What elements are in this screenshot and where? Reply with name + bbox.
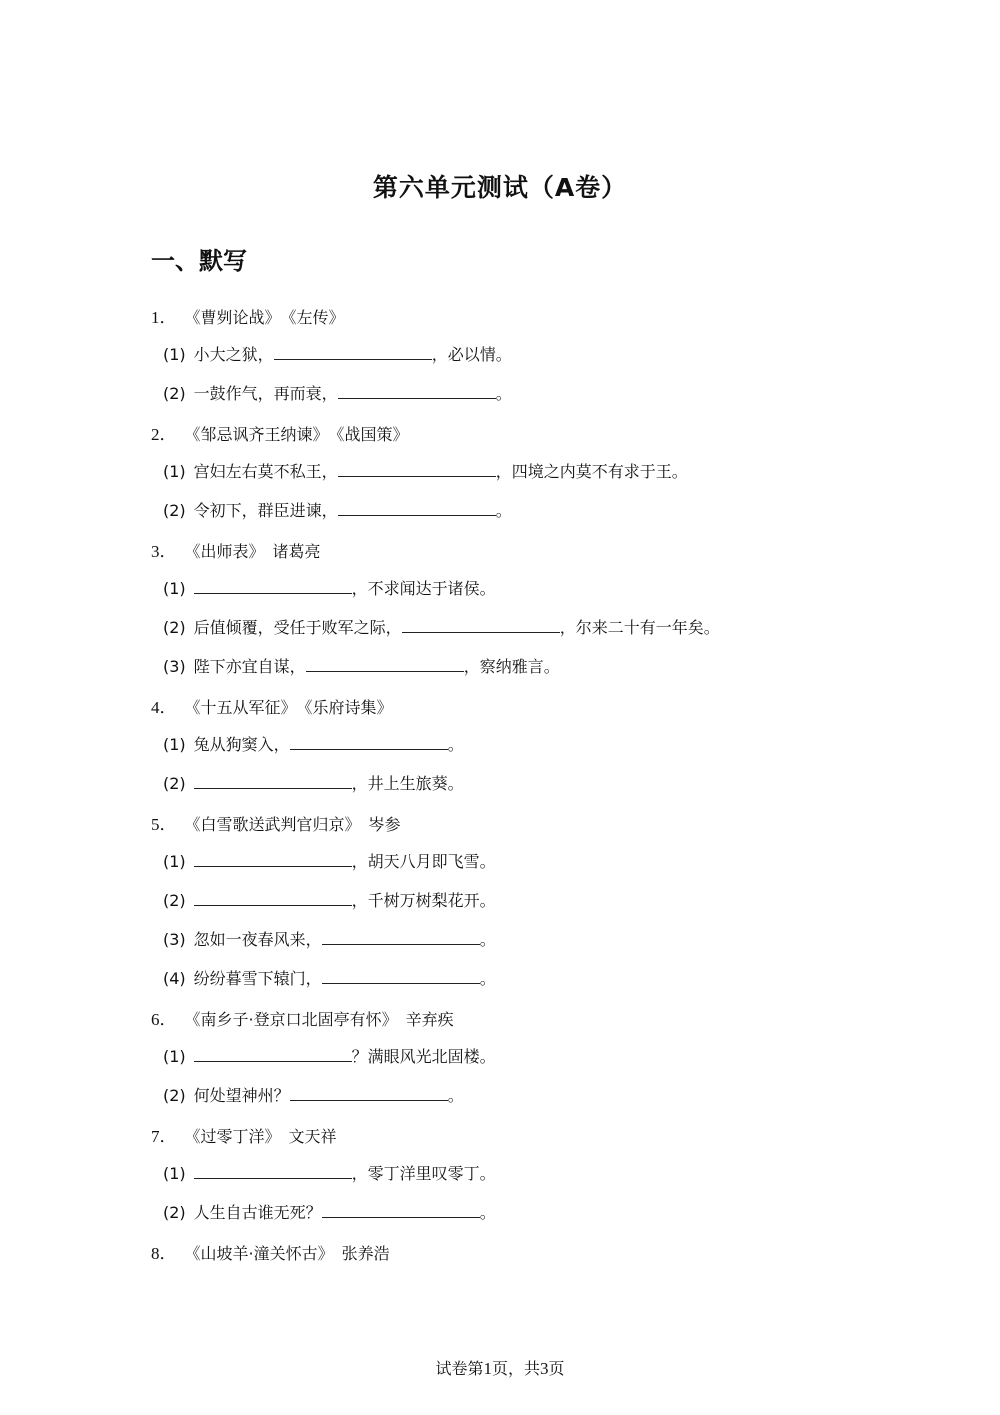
- sub-question: [163, 771, 464, 794]
- verse-before: 纷纷暮雪下辕门，: [193, 969, 322, 988]
- sub-question-label: (3): [163, 930, 186, 949]
- footer-prefix: 试卷第: [435, 1359, 484, 1378]
- verse-after: 。: [479, 930, 496, 949]
- question-heading: [151, 1239, 390, 1264]
- verse-before: 忽如一夜春风来，: [193, 930, 322, 949]
- question-heading: [151, 1005, 454, 1030]
- verse-before: 宫妇左右莫不私王，: [193, 462, 338, 481]
- poem-author: 辛弃疾: [405, 1010, 454, 1029]
- sub-question: [163, 576, 496, 599]
- question-number: 8．: [151, 1244, 177, 1263]
- question-number: 4．: [151, 698, 177, 717]
- question-number: 6．: [151, 1010, 177, 1029]
- sub-question-label: (2): [163, 774, 186, 793]
- verse-before: 何处望神州？: [193, 1086, 290, 1105]
- verse-after: ，零丁洋里叹零丁。: [351, 1164, 496, 1183]
- sub-question: [163, 888, 496, 911]
- sub-question-label: (2): [163, 618, 186, 637]
- section-heading: 一、默写: [151, 247, 247, 275]
- answer-blank[interactable]: [194, 891, 352, 906]
- poem-author: 张养浩: [341, 1244, 390, 1263]
- question-heading: [151, 303, 345, 328]
- answer-blank[interactable]: [322, 1203, 480, 1218]
- verse-after: ，千树万树梨花开。: [351, 891, 496, 910]
- footer-mid: 页，共: [491, 1359, 540, 1378]
- verse-after: ，尔来二十有一年矣。: [559, 618, 720, 637]
- question-number: 3．: [151, 542, 177, 561]
- question-number: 7．: [151, 1127, 177, 1146]
- poem-author: 《战国策》: [336, 425, 409, 444]
- verse-after: ，四境之内莫不有求于王。: [495, 462, 688, 481]
- answer-blank[interactable]: [290, 735, 448, 750]
- sub-question: [163, 615, 720, 638]
- sub-question: [163, 1161, 496, 1184]
- sub-question: [163, 342, 512, 365]
- question-heading: [151, 1122, 337, 1147]
- question-number: 2．: [151, 425, 177, 444]
- answer-blank[interactable]: [402, 618, 560, 633]
- sub-question: [163, 849, 496, 872]
- verse-after: 。: [495, 501, 512, 520]
- poem-title: 《邹忌讽齐王纳谏》: [192, 425, 329, 444]
- answer-blank[interactable]: [290, 1086, 448, 1101]
- poem-title: 《过零丁洋》: [192, 1127, 281, 1146]
- verse-after: 。: [495, 384, 512, 403]
- sub-question: [163, 1044, 496, 1067]
- answer-blank[interactable]: [274, 345, 432, 360]
- footer-suffix: 页: [548, 1359, 565, 1378]
- verse-before: 陛下亦宜自谋，: [193, 657, 306, 676]
- poem-author: 岑参: [368, 815, 401, 834]
- sub-question: [163, 381, 512, 404]
- poem-author: 《左传》: [288, 308, 345, 327]
- poem-title: 《出师表》: [192, 542, 265, 561]
- answer-blank[interactable]: [338, 384, 496, 399]
- poem-author: 诸葛亮: [272, 542, 321, 561]
- footer-page-number: 1: [483, 1359, 492, 1378]
- sub-question: [163, 1200, 496, 1223]
- verse-after: 。: [479, 1203, 496, 1222]
- sub-question-label: (1): [163, 735, 186, 754]
- verse-before: 令初下，群臣进谏，: [193, 501, 338, 520]
- verse-before: 小大之狱，: [193, 345, 274, 364]
- poem-title: 《南乡子·登京口北固亭有怀》: [192, 1010, 398, 1029]
- sub-question: [163, 927, 496, 950]
- question-heading: [151, 810, 401, 835]
- sub-question-label: (1): [163, 462, 186, 481]
- page-footer: [0, 1356, 1000, 1379]
- question-heading: [151, 693, 393, 718]
- sub-question-label: (1): [163, 579, 186, 598]
- poem-author: 文天祥: [288, 1127, 337, 1146]
- answer-blank[interactable]: [338, 462, 496, 477]
- verse-after: ，井上生旅葵。: [351, 774, 464, 793]
- sub-question: [163, 966, 496, 989]
- sub-question-label: (2): [163, 384, 186, 403]
- question-heading: [151, 537, 321, 562]
- question-heading: [151, 420, 409, 445]
- sub-question-label: (2): [163, 1203, 186, 1222]
- sub-question: [163, 459, 688, 482]
- answer-blank[interactable]: [306, 657, 464, 672]
- page-title: 第六单元测试（A卷）: [372, 173, 628, 202]
- answer-blank[interactable]: [194, 1047, 352, 1062]
- answer-blank[interactable]: [322, 969, 480, 984]
- verse-after: ，不求闻达于诸侯。: [351, 579, 496, 598]
- poem-title: 《白雪歌送武判官归京》: [192, 815, 361, 834]
- answer-blank[interactable]: [194, 852, 352, 867]
- sub-question-label: (1): [163, 345, 186, 364]
- poem-title: 《曹刿论战》: [192, 308, 281, 327]
- answer-blank[interactable]: [194, 774, 352, 789]
- verse-after: 。: [479, 969, 496, 988]
- sub-question: [163, 732, 464, 755]
- sub-question-label: (1): [163, 1164, 186, 1183]
- footer-total-pages: 3: [540, 1359, 549, 1378]
- sub-question: [163, 654, 560, 677]
- question-number: 5．: [151, 815, 177, 834]
- question-number: 1．: [151, 308, 177, 327]
- sub-question-label: (2): [163, 1086, 186, 1105]
- answer-blank[interactable]: [194, 1164, 352, 1179]
- verse-after: ，胡天八月即飞雪。: [351, 852, 496, 871]
- sub-question-label: (4): [163, 969, 186, 988]
- verse-before: 后值倾覆，受任于败军之际，: [193, 618, 402, 637]
- verse-after: ，察纳雅言。: [463, 657, 560, 676]
- verse-after: ？满眼风光北固楼。: [351, 1047, 496, 1066]
- poem-author: 《乐府诗集》: [304, 698, 393, 717]
- verse-before: 兔从狗窦入，: [193, 735, 290, 754]
- sub-question-label: (2): [163, 891, 186, 910]
- verse-after: 。: [447, 735, 464, 754]
- verse-after: ，必以情。: [431, 345, 512, 364]
- answer-blank[interactable]: [338, 501, 496, 516]
- sub-question: [163, 498, 512, 521]
- sub-question-label: (1): [163, 1047, 186, 1066]
- verse-before: 人生自古谁无死？: [193, 1203, 322, 1222]
- verse-after: 。: [447, 1086, 464, 1105]
- sub-question: [163, 1083, 464, 1106]
- answer-blank[interactable]: [322, 930, 480, 945]
- answer-blank[interactable]: [194, 579, 352, 594]
- sub-question-label: (3): [163, 657, 186, 676]
- poem-title: 《十五从军征》: [192, 698, 297, 717]
- sub-question-label: (2): [163, 501, 186, 520]
- poem-title: 《山坡羊·潼关怀古》: [192, 1244, 334, 1263]
- verse-before: 一鼓作气，再而衰，: [193, 384, 338, 403]
- sub-question-label: (1): [163, 852, 186, 871]
